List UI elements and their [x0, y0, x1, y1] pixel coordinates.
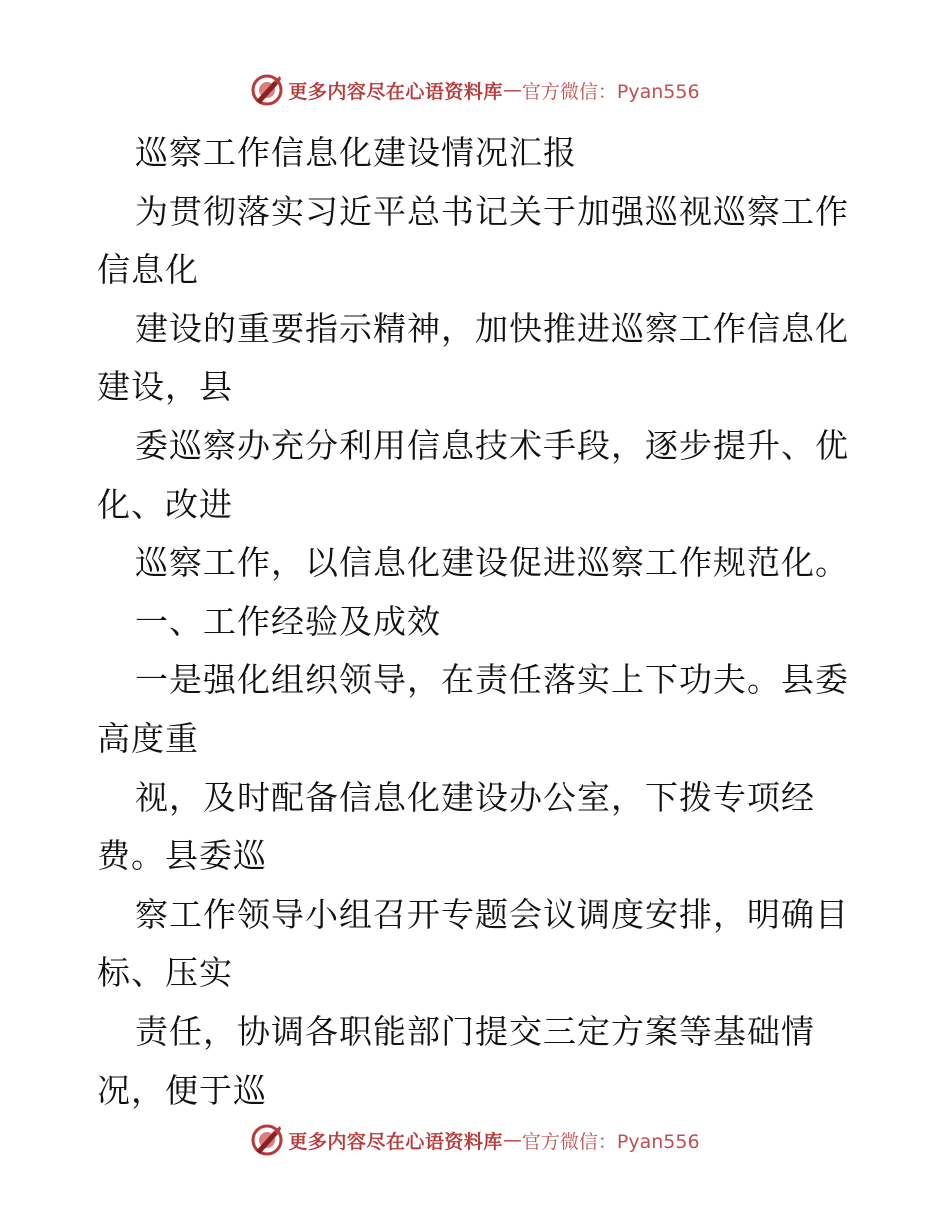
header-watermark-banner [0, 70, 950, 110]
paragraph-line: 信息化 [97, 250, 199, 290]
paragraph-line: 化、改进 [97, 484, 233, 524]
section-heading: 一、工作经验及成效 [135, 601, 441, 641]
paragraph-line: 况，便于巡 [97, 1070, 267, 1110]
paragraph-line: 视，及时配备信息化建设办公室，下拨专项经 [135, 777, 815, 817]
document-title: 巡察工作信息化建设情况汇报 [135, 133, 577, 172]
paragraph-line: 建设的重要指示精神，加快推进巡察工作信息化 [135, 308, 849, 348]
paragraph-line: 一是强化组织领导，在责任落实上下功夫。县委 [135, 660, 849, 700]
paragraph-line: 巡察工作，以信息化建设促进巡察工作规范化。 [135, 543, 849, 583]
paragraph-line: 委巡察办充分利用信息技术手段，逐步提升、优 [135, 425, 849, 465]
paragraph-line: 察工作领导小组召开专题会议调度安排，明确目 [135, 894, 849, 934]
pen-logo-icon [250, 73, 284, 107]
footer-watermark-banner [0, 1120, 950, 1160]
footer-wechat-text: 官方微信：Pyan556 [521, 1130, 700, 1153]
paragraph-line: 标、压实 [97, 953, 233, 993]
header-brand-text: 更多内容尽在心语资料库 [288, 80, 503, 103]
header-separator: — [502, 79, 522, 101]
paragraph-line: 费。县委巡 [97, 836, 267, 876]
paragraph-line: 责任，协调各职能部门提交三定方案等基础情 [135, 1011, 815, 1051]
header-wechat-text: 官方微信：Pyan556 [521, 80, 700, 103]
footer-brand-text: 更多内容尽在心语资料库 [288, 1130, 503, 1153]
footer-separator: — [502, 1129, 522, 1151]
paragraph-line: 建设，县 [97, 367, 233, 407]
paragraph-line: 高度重 [97, 718, 199, 758]
pen-logo-icon [250, 1123, 284, 1157]
paragraph-line: 为贯彻落实习近平总书记关于加强巡视巡察工作 [135, 191, 849, 231]
document-body [97, 124, 857, 1120]
